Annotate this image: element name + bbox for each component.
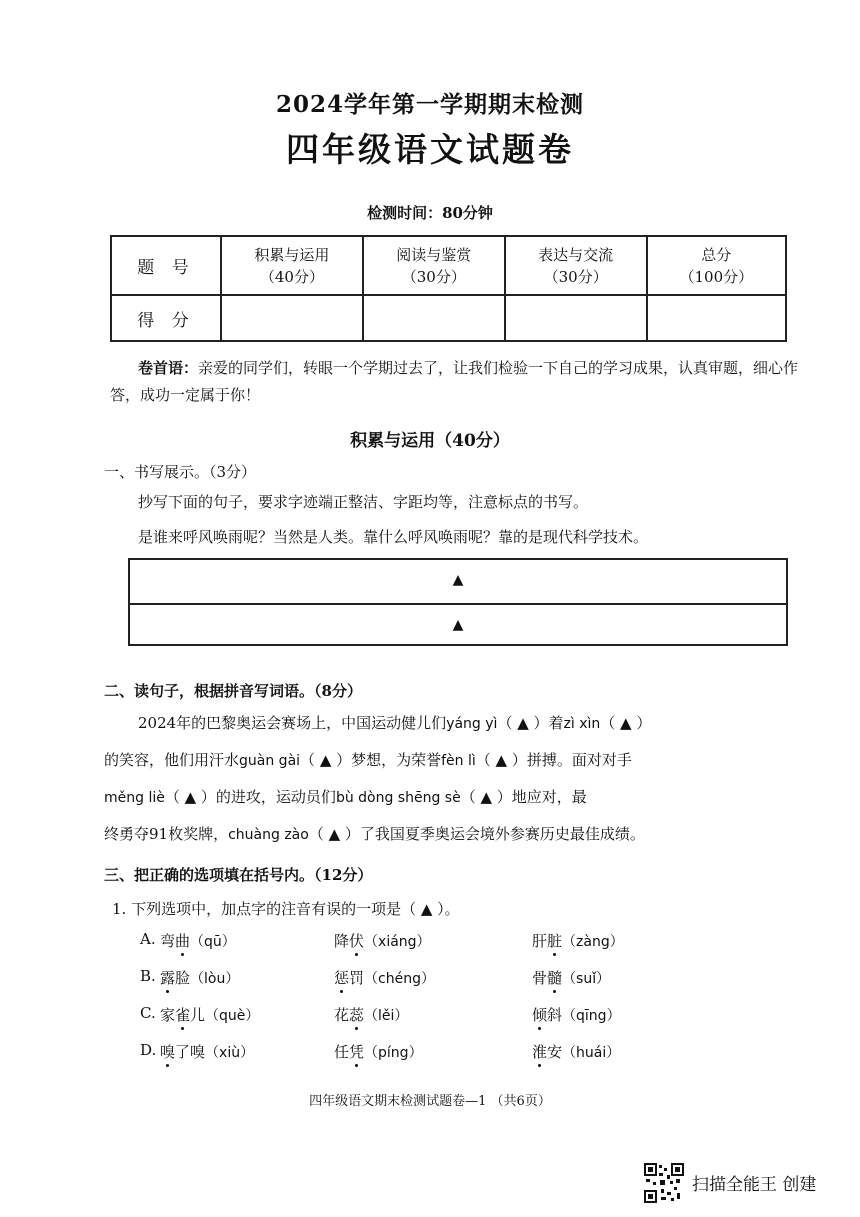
intro-text: 亲爱的同学们，转眼一个学期过去了，让我们检验一下自己的学习成果，认真审题，细心作答，成功一定属于你！ xyxy=(110,359,799,404)
option-item: 降伏（xiáng） xyxy=(334,932,431,950)
pinyin: guàn gài xyxy=(239,753,301,769)
option-label[interactable]: A. xyxy=(140,930,156,948)
q2-title: 二、读句子，根据拼音写词语。（8分） xyxy=(104,682,362,700)
option-label[interactable]: D. xyxy=(140,1041,157,1059)
answer-blank[interactable]: （ ▲ ）了我国夏季奥运会境外参赛历史最佳成绩。 xyxy=(308,825,645,843)
option-item: 倾斜（qīng） xyxy=(532,1006,621,1024)
q2-line-2: 的笑容，他们用汗水guàn gài（ ▲ ）梦想，为荣誉fèn lì（ ▲ ）拼搏。面对对手 xyxy=(104,751,632,769)
score-table xyxy=(110,235,787,342)
option-label[interactable]: C. xyxy=(140,1004,156,1022)
exam-title: 2024学年第一学期期末检测 xyxy=(275,91,584,118)
score-col-3: 表达与交流 （30分） xyxy=(505,236,647,295)
answer-blank[interactable]: （ ▲ ） xyxy=(600,714,652,732)
option-item: 骨髓（suǐ） xyxy=(532,969,611,987)
intro-label: 卷首语： xyxy=(138,359,199,377)
score-table-row2-label: 得 分 xyxy=(111,295,221,341)
answer-blank[interactable]: （ ▲ ）的进攻，运动员们 xyxy=(164,788,336,806)
option-item: 淮安（huái） xyxy=(532,1043,621,1061)
q2-line-3 xyxy=(104,780,804,816)
pinyin: yáng yì xyxy=(446,716,498,732)
q2-line-1: 2024年的巴黎奥运会赛场上，中国运动健儿们yáng yì（ ▲ ）着zì xìn（ ▲ ） xyxy=(138,714,652,732)
option-item: 弯曲（qū） xyxy=(160,932,236,950)
option-item: 惩罚（chéng） xyxy=(334,969,435,987)
score-cell-4[interactable] xyxy=(647,295,786,341)
score-table-row1-label: 题 号 xyxy=(111,236,221,295)
score-table-score-row xyxy=(111,295,786,341)
option-item: 嗅了嗅（xiù） xyxy=(160,1043,255,1061)
q3-sub1: 1. 下列选项中，加点字的注音有误的一项是（ ▲ ）。 xyxy=(112,900,460,918)
q1-instruction: 抄写下面的句子，要求字迹端正整洁、字距均等，注意标点的书写。 xyxy=(138,493,589,511)
answer-blank[interactable]: （ ▲ ）地应对，最 xyxy=(460,788,587,806)
option-item: 花蕊（lěi） xyxy=(334,1006,409,1024)
score-table-header-row xyxy=(111,236,786,295)
q2-line-4: 终勇夺91枚奖牌，chuàng zào（ ▲ ）了我国夏季奥运会境外参赛历史最佳成绩。 xyxy=(104,825,645,843)
answer-blank[interactable]: （ ▲ ）着 xyxy=(497,714,564,732)
pinyin: zì xìn xyxy=(563,716,601,732)
score-cell-2[interactable] xyxy=(363,295,505,341)
answer-blank[interactable]: （ ▲ ）拼搏。面对对手 xyxy=(475,751,632,769)
pinyin: fèn lì xyxy=(441,753,476,769)
copy-writing-box xyxy=(128,558,788,646)
exam-time: 检测时间：80分钟 xyxy=(367,204,493,222)
q1-sentence: 是谁来呼风唤雨呢？当然是人类。靠什么呼风唤雨呢？靠的是现代科学技术。 xyxy=(138,528,649,546)
score-col-4: 总分 （100分） xyxy=(647,236,786,295)
q3-title: 三、把正确的选项填在括号内。（12分） xyxy=(104,866,373,884)
score-col-1: 积累与运用 （40分） xyxy=(221,236,363,295)
option-item: 任凭（píng） xyxy=(334,1043,423,1061)
pinyin: chuàng zào xyxy=(228,827,309,843)
blank-marker[interactable]: ▲ xyxy=(452,572,464,588)
option-label[interactable]: B. xyxy=(140,967,156,985)
pinyin: měng liè xyxy=(104,790,165,806)
intro-paragraph xyxy=(110,355,800,409)
exam-subtitle: 四年级语文试题卷 xyxy=(286,130,574,169)
option-item: 露脸（lòu） xyxy=(160,969,240,987)
page-footer: 四年级语文期末检测试题卷—1 （共6页） xyxy=(309,1094,551,1109)
score-cell-1[interactable] xyxy=(221,295,363,341)
score-cell-3[interactable] xyxy=(505,295,647,341)
q1-title: 一、书写展示。（3分） xyxy=(104,463,257,481)
answer-blank[interactable]: （ ▲ ）梦想，为荣誉 xyxy=(300,751,442,769)
section-heading: 积累与运用（40分） xyxy=(350,431,510,451)
writing-box-divider xyxy=(130,603,786,605)
qr-code-icon xyxy=(644,1163,684,1203)
pinyin: bù dòng shēng sè xyxy=(335,790,461,806)
score-col-2: 阅读与鉴赏 （30分） xyxy=(363,236,505,295)
option-item: 家雀儿（què） xyxy=(160,1006,260,1024)
option-item: 肝脏（zàng） xyxy=(532,932,624,950)
scanner-watermark: 扫描全能王 创建 xyxy=(692,1175,817,1195)
blank-marker[interactable]: ▲ xyxy=(452,617,464,633)
